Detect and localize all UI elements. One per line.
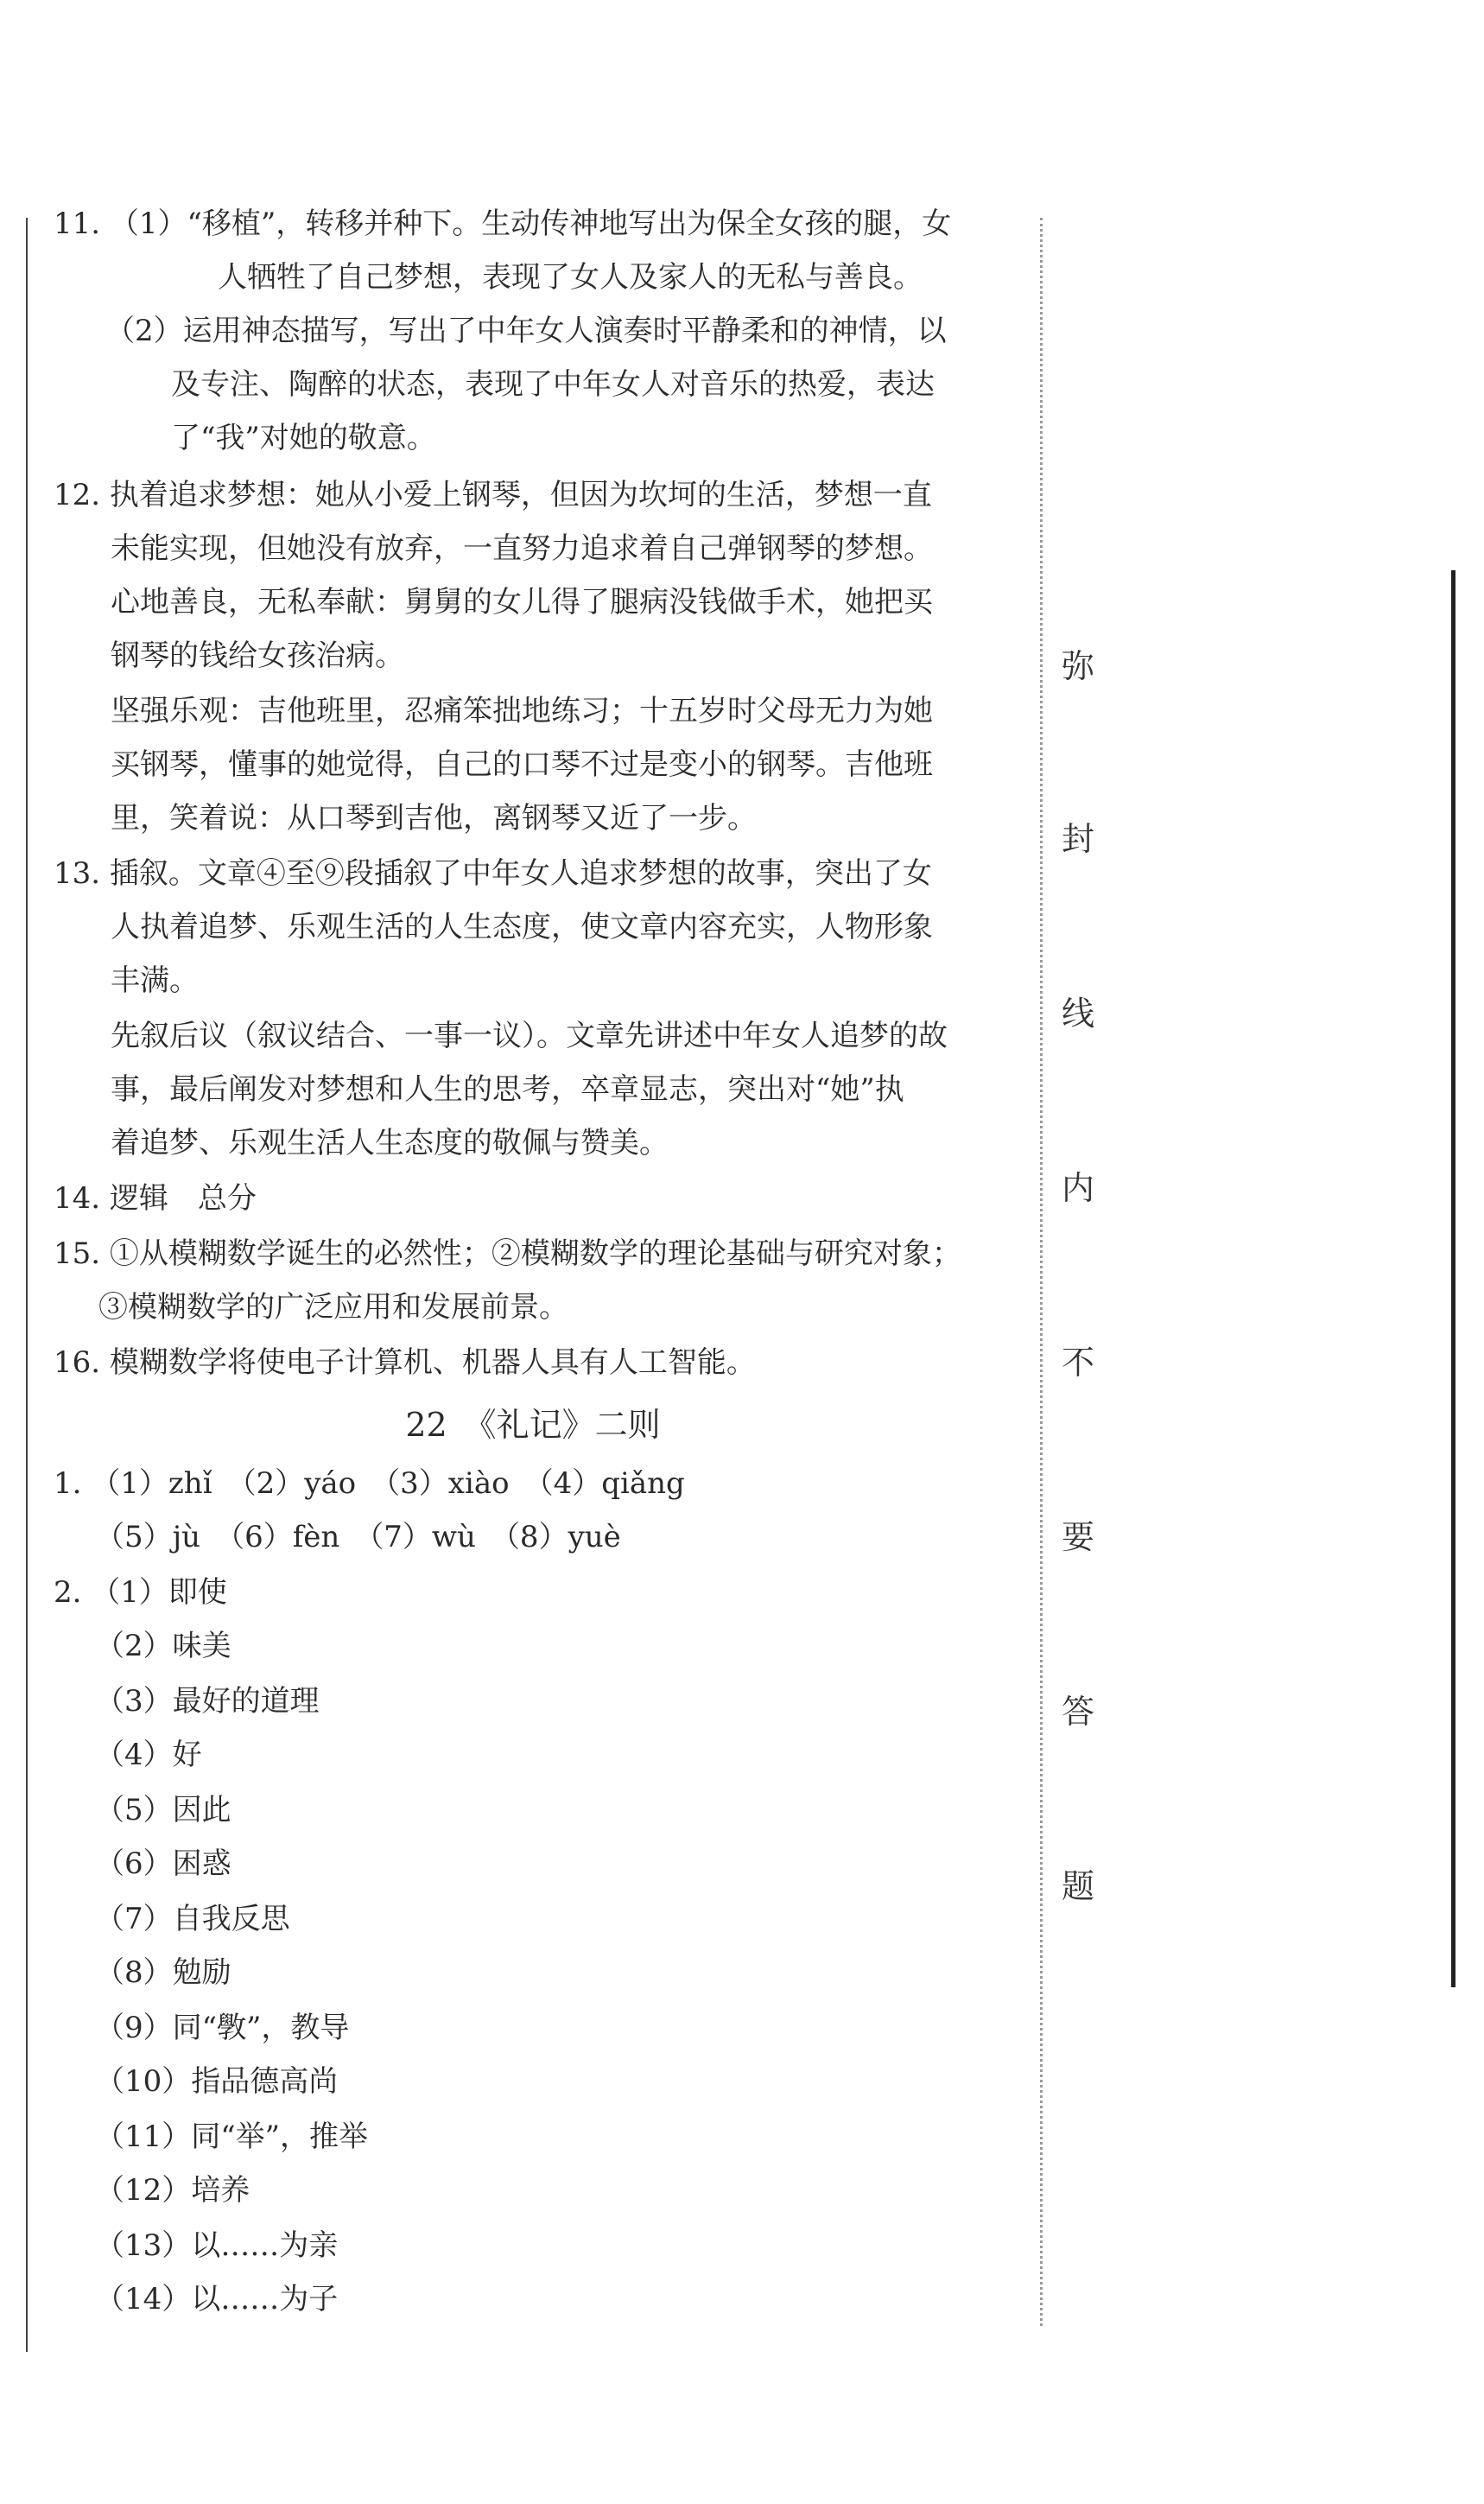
answer-line: 2. （1）即使 [54, 1575, 227, 1610]
answer-line: （8）勉励 [95, 1955, 231, 1990]
seal-char: 线 [1061, 995, 1094, 1033]
answer-line: 14. 逻辑 总分 [54, 1181, 257, 1216]
answer-line: 买钢琴，懂事的她觉得，自己的口琴不过是变小的钢琴。吉他班 [111, 747, 933, 782]
answer-line: 事，最后阐发对梦想和人生的思考，卒章显志，突出对“她”执 [111, 1072, 904, 1107]
seal-char: 封 [1061, 820, 1094, 858]
answer-line: 钢琴的钱给女孩治病。 [111, 639, 404, 673]
seal-char: 内 [1061, 1169, 1094, 1207]
answer-line: 丰满。 [111, 963, 199, 998]
answer-line: 人牺牲了自己梦想，表现了女人及家人的无私与善良。 [218, 260, 923, 295]
scan-edge-shadow [1451, 570, 1455, 1987]
answer-line: 未能实现，但她没有放弃，一直努力追求着自己弹钢琴的梦想。 [111, 531, 933, 566]
answer-line: （5）因此 [95, 1793, 231, 1827]
answer-line: ③模糊数学的广泛应用和发展前景。 [98, 1290, 568, 1325]
answer-line: （10）指品德高尚 [95, 2064, 339, 2099]
answer-line: 坚强乐观：吉他班里，忍痛笨拙地练习；十五岁时父母无力为她 [111, 694, 933, 728]
answer-line: （2）运用神态描写，写出了中年女人演奏时平静柔和的神情，以 [105, 314, 947, 348]
answer-line: （12）培养 [95, 2173, 251, 2208]
answer-line: 12. 执着追求梦想：她从小爱上钢琴，但因为坎坷的生活，梦想一直 [54, 478, 932, 512]
seal-char: 不 [1061, 1344, 1094, 1382]
seal-char: 要 [1061, 1518, 1094, 1556]
seal-dotted-line [1040, 218, 1043, 2326]
answer-line: 了“我”对她的敬意。 [171, 421, 436, 455]
answer-line: （5）jù （6）fèn （7）wù （8）yuè [95, 1520, 621, 1554]
answer-line: （11）同“举”，推举 [95, 2120, 369, 2154]
seal-char: 答 [1061, 1693, 1094, 1731]
answer-line: 13. 插叙。文章④至⑨段插叙了中年女人追求梦想的故事，突出了女 [54, 856, 932, 891]
answer-line: （14）以……为子 [95, 2282, 339, 2317]
answer-line: （2）味美 [95, 1629, 231, 1663]
answer-line: （3）最好的道理 [95, 1684, 320, 1719]
answer-line: 及专注、陶醉的状态，表现了中年女人对音乐的热爱，表达 [171, 367, 935, 402]
answer-line: 1. （1）zhǐ （2）yáo （3）xiào （4）qiǎng [54, 1466, 685, 1501]
answer-line: 16. 模糊数学将使电子计算机、机器人具有人工智能。 [54, 1345, 756, 1380]
answer-line: （9）同“斆”，教导 [95, 2011, 350, 2045]
seal-char: 弥 [1061, 647, 1094, 685]
answer-line: 先叙后议（叙议结合、一事一议）。文章先讲述中年女人追梦的故 [111, 1019, 948, 1053]
answer-line: 人执着追梦、乐观生活的人生态度，使文章内容充实，人物形象 [111, 910, 933, 944]
left-margin-rule [26, 218, 28, 2352]
answer-line: 里，笑着说：从口琴到吉他，离钢琴又近了一步。 [111, 801, 757, 836]
seal-char: 题 [1061, 1867, 1094, 1905]
answer-line: （13）以……为亲 [95, 2228, 339, 2263]
answer-line: （7）自我反思 [95, 1902, 290, 1936]
answer-line: 心地善良，无私奉献：舅舅的女儿得了腿病没钱做手术，她把买 [111, 585, 933, 620]
answer-line: 着追梦、乐观生活人生态度的敬佩与赞美。 [111, 1126, 669, 1160]
section-title: 22 《礼记》二则 [405, 1406, 661, 1444]
answer-line: 11. （1）“移植”，转移并种下。生动传神地写出为保全女孩的腿，女 [54, 207, 952, 241]
answer-line: （4）好 [95, 1738, 202, 1772]
answer-line: （6）困惑 [95, 1846, 231, 1881]
answer-line: 15. ①从模糊数学诞生的必然性；②模糊数学的理论基础与研究对象； [54, 1236, 961, 1271]
